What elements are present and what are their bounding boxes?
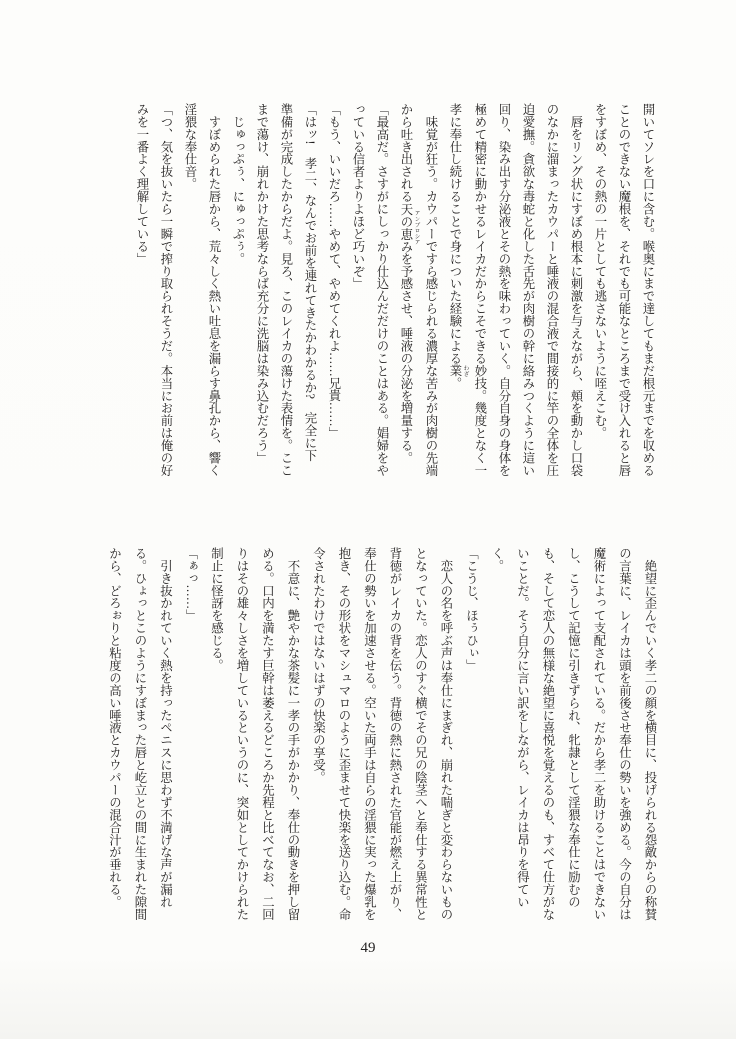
text-line: 「もう、いいだろ……やめて、やめてくれよ……兄貴……」 [327, 103, 341, 440]
text-block-bottom [101, 547, 662, 939]
text-line: 恋人の名を呼ぶ声は奉仕にまぎれ、崩れた喘ぎと変わらないもの [439, 547, 453, 921]
text-line: みを一番よく理解している」 [135, 103, 149, 265]
text-line: 「つ、気を抜いたら一瞬で搾り取られそうだ。本当にお前は俺の好 [159, 103, 173, 477]
text-line: 味覚が狂う。カウパーですら感じられる濃厚な苦みが肉樹の先端 [424, 103, 438, 477]
text-line: 奉仕の勢いを加速させる。空いた両手は自らの淫猥に実った爆乳を [362, 547, 377, 921]
text-line: 開いてソレを口に含む。喉奥にまで達してもまだ根元までを収める [641, 103, 655, 477]
text-line: る。ひょっとこのようにすぼまった唇と屹立との間に生まれた隙間 [133, 547, 147, 921]
text-line: ことのできない魔根を、それでも可能なところまで受け入れると唇 [617, 103, 631, 477]
text-line: 「最高だ。さすがにしっかり仕込んだだけのことはある。娼婦をや [375, 103, 389, 477]
text-line: のなかに溜まったカウパーと唾液の混合液で間接的に竿の全体を圧 [545, 103, 559, 477]
text-line: 極めて精密に動かせるレイカだからこそできる妙技。幾度となく一 [473, 103, 487, 477]
text-line: 準備が完成したからだよ。見ろ、このレイカの蕩けた表情を。ここ [279, 103, 293, 477]
text-line: の言葉に、レイカは頭を前後させ奉仕の勢いを強める。今の自分は [617, 547, 632, 921]
text-line: 不意に、艶やかな茶髪に一孝の手がかかり、奉仕の動きを押し留 [286, 547, 300, 921]
text-line: も、そして恋人の無様な絶望に喜悦を覚えるのも、すべて仕方がな [541, 547, 555, 921]
text-line: 「はッ! 孝二、なんでお前を連れてきたかわかるか? 完全に下 [303, 103, 317, 462]
text-line: める。口内を満たす巨幹は萎えるどころか先程と比べてなお、二回 [260, 547, 275, 921]
text-line: 制止に怪訝を感じる。 [209, 547, 224, 672]
page-number: 49 [360, 940, 376, 956]
text-line: をすぼめ、その熱の一片としても逃さないように咥えこむ。 [593, 103, 607, 440]
text-line: いことだ。そう自分に言い訳をしながら、レイカは昂りを得てい [515, 547, 530, 909]
text-line: 令されたわけではないはずの快楽の享受。 [311, 547, 326, 784]
text-line: 引き抜かれていく熱を持ったペニスに思わず不満げな声が漏れ [158, 547, 173, 909]
text-line: から吐き出される天の恵み アンブロシアを予感させ、唾液の分泌を増量する。 [399, 103, 419, 465]
text-block-top [130, 103, 660, 495]
text-line: 唇をリング状にすぼめ根本に刺激を与えながら、頬を動かし口袋 [569, 103, 583, 477]
text-line: 背徳がレイカの背を伝う。背徳の熱に熱された官能が燃え上がり、 [388, 547, 402, 921]
text-line: し、こうして記憶に引きずられ、牝隷として淫猥な奉仕に励むの [566, 547, 581, 909]
text-line: 絶望に歪んでいく孝二の顔を横目に、投げられる怨敵からの称賛 [643, 547, 657, 921]
text-line: 淫猥な奉仕音。 [183, 103, 197, 191]
text-line: すぼめられた唇から、荒々しく熱い吐息を漏らす鼻孔から、響く [207, 103, 221, 477]
text-line: っている信者よりよほど巧いぞ」 [351, 103, 365, 290]
text-line: 迫愛撫。貪欲な毒蛇と化した舌先が肉樹の幹に絡みつくように這い [521, 103, 535, 477]
text-line: じゅっぷぅ、にゅっぷぅ。 [231, 103, 245, 265]
text-line: 抱き、その形状をマシュマロのように歪ませて快楽を送り込む。命 [337, 547, 351, 921]
text-line: りはその雄々しさを増しているというのに、突如としてかけられた [235, 547, 249, 921]
text-line: 「ぁっ……」 [184, 547, 198, 622]
text-line: 魔術によって支配されている。だから孝二を助けることはできない [592, 547, 606, 921]
text-line: 「こうじ、ほぅひぃ」 [464, 547, 479, 672]
text-line: から、どろぉりと粘度の高い唾液とカウパーの混合汁が垂れる。 [107, 547, 122, 909]
text-line: く。 [490, 547, 504, 572]
text-line: 孝に奉仕し続けることで身についた経験による業 わざ。 [448, 103, 468, 390]
text-line: となっていた。恋人のすぐ横でその兄の陰茎へと奉仕する異常性と [413, 547, 428, 921]
text-line: まで蕩け、崩れかけた思考ならば充分に洗脳は染み込むだろう」 [255, 103, 269, 465]
text-line: 回り、染み出す分泌液とその熱を味わっていく。自分自身の身体を [497, 103, 511, 477]
